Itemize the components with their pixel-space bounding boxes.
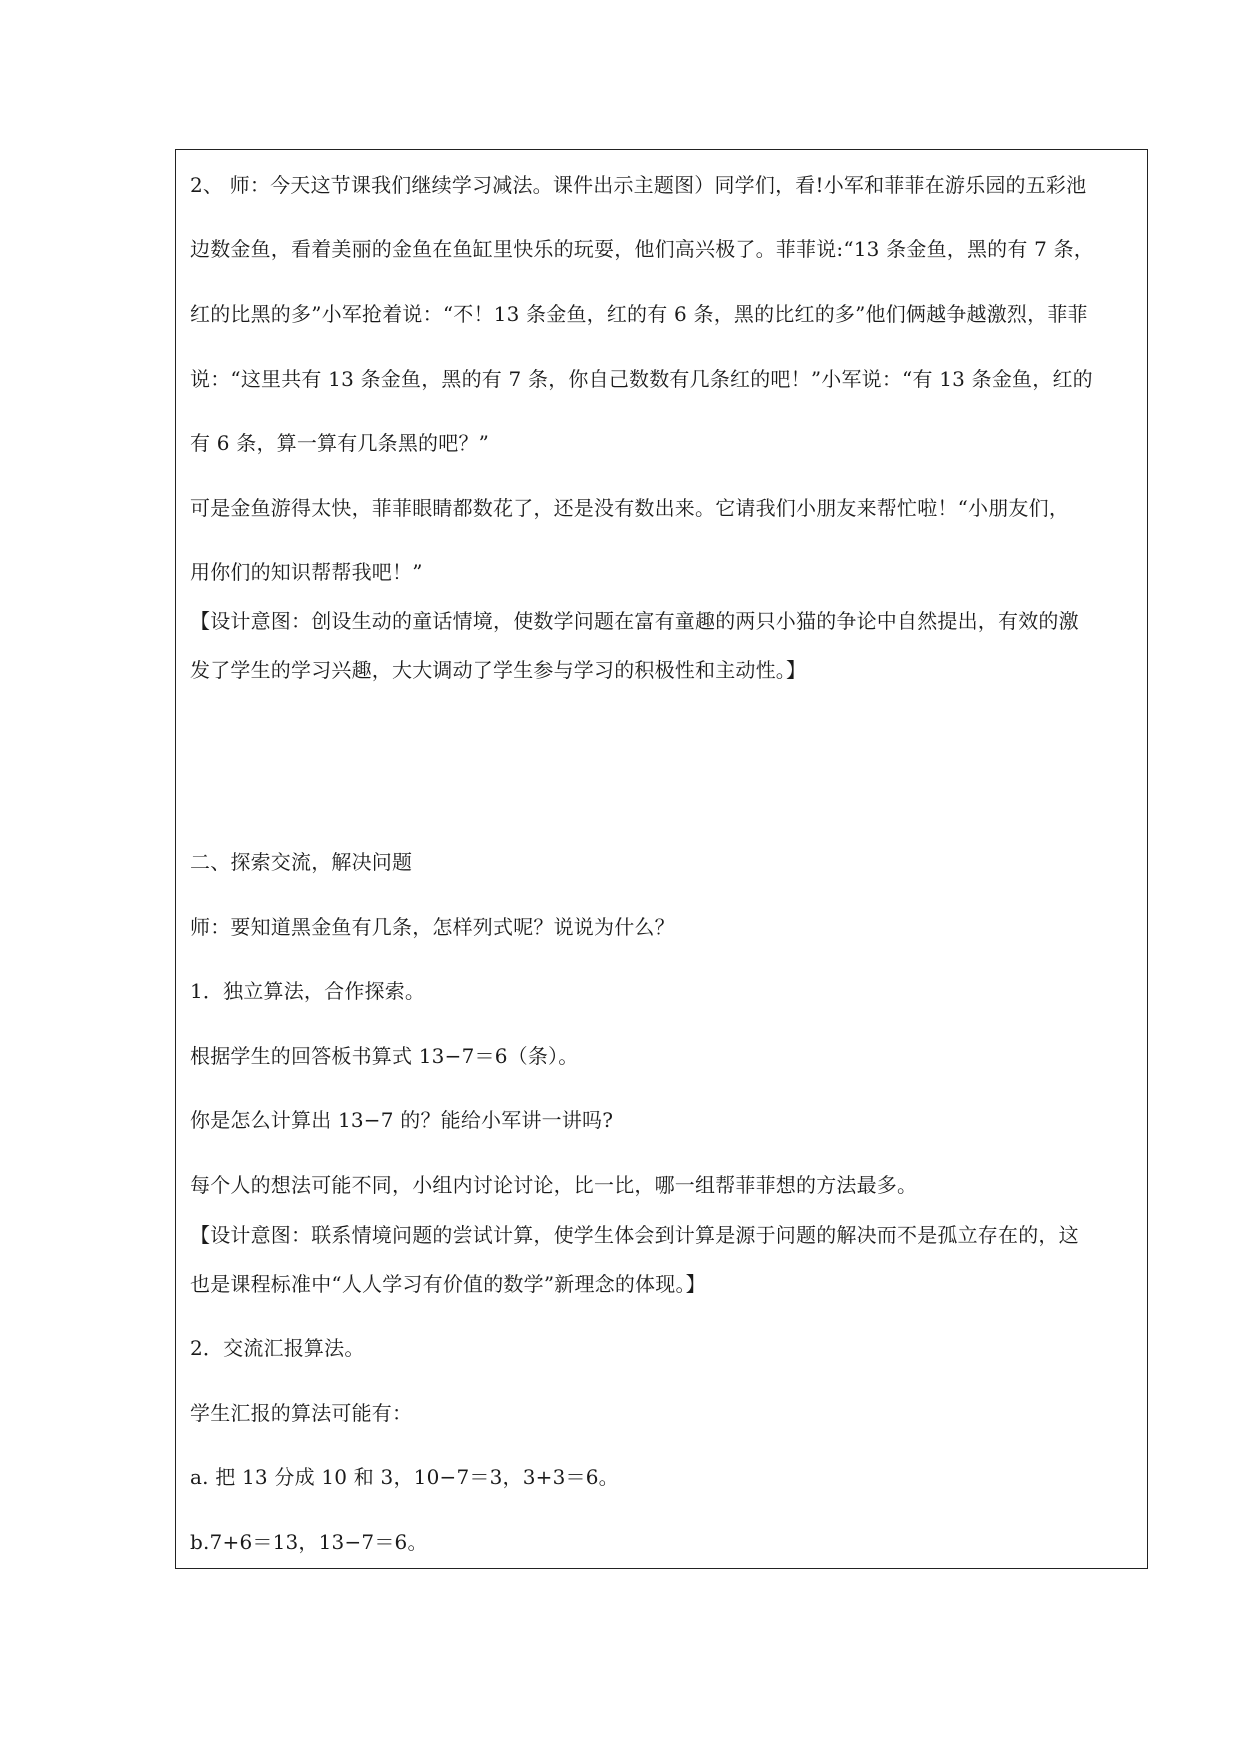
text-line: 可是金鱼游得太快，菲菲眼睛都数花了，还是没有数出来。它请我们小朋友来帮忙啦！“小朋友们， [190, 496, 1070, 520]
text-line: 红的比黑的多”小军抢着说：“不！13 条金鱼，红的有 6 条，黑的比红的多”他们俩越争越激烈，菲菲 [190, 302, 1088, 326]
text-line: 有 6 条，算一算有几条黑的吧？” [190, 431, 490, 455]
text-line: 师：要知道黑金鱼有几条，怎样列式呢？说说为什么？ [190, 915, 675, 939]
text-line: 你是怎么计算出 13−7 的？能给小军讲一讲吗? [190, 1108, 614, 1132]
text-line: 用你们的知识帮帮我吧！” [190, 560, 423, 584]
text-line: 2．交流汇报算法。 [190, 1336, 365, 1360]
text-line: b.7+6＝13，13−7＝6。 [190, 1530, 428, 1554]
design-intent-note: 也是课程标准中“人人学习有价值的数学”新理念的体现。】 [190, 1272, 706, 1296]
text-line: 根据学生的回答板书算式 13−7＝6（条）。 [190, 1044, 579, 1068]
design-intent-note: 发了学生的学习兴趣，大大调动了学生参与学习的积极性和主动性。】 [190, 658, 807, 682]
text-line: 说：“这里共有 13 条金鱼，黑的有 7 条，你自己数数有几条红的吧！”小军说：“有 13 条金鱼，红的 [190, 367, 1093, 391]
text-line: 学生汇报的算法可能有： [190, 1401, 413, 1425]
design-intent-note: 【设计意图：创设生动的童话情境，使数学问题在富有童趣的两只小猫的争论中自然提出，有效的激 [190, 609, 1079, 633]
text-line: 1．独立算法，合作探索。 [190, 979, 426, 1003]
text-line: 每个人的想法可能不同，小组内讨论讨论，比一比，哪一组帮菲菲想的方法最多。 [190, 1173, 918, 1197]
design-intent-note: 【设计意图：联系情境问题的尝试计算，使学生体会到计算是源于问题的解决而不是孤立存在的，这 [190, 1223, 1079, 1247]
text-line: 2、 师：今天这节课我们继续学习减法。课件出示主题图）同学们，看!小军和菲菲在游乐园的五彩池 [190, 173, 1087, 197]
section-heading: 二、探索交流，解决问题 [190, 850, 413, 874]
text-line: a. 把 13 分成 10 和 3，10−7＝3，3+3＝6。 [190, 1465, 619, 1489]
text-line: 边数金鱼，看着美丽的金鱼在鱼缸里快乐的玩耍，他们高兴极了。菲菲说:“13 条金鱼，黑的有 7 条， [190, 237, 1095, 261]
